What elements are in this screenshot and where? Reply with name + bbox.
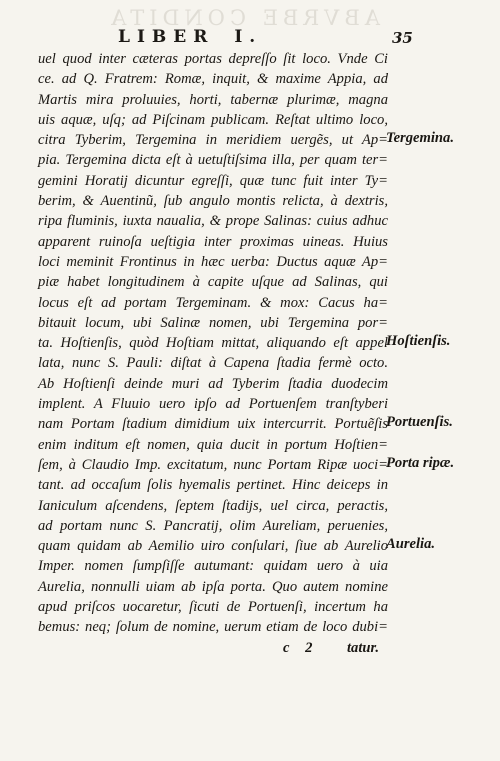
text-line: nam Portam ſtadium dimidium uix intercurrit. Portuẽſis [38,416,388,433]
text-line: tant. ad occaſum ſolis hyemalis pertinet. Hinc deiceps in [38,477,388,494]
page-header [0,27,500,49]
book-number: I. [234,27,263,47]
marginal-note: Porta ripæ. [386,455,455,471]
running-title: LIBER I. [118,27,263,47]
marginal-note: Tergemina. [386,130,454,147]
text-line: piæ habet longitudinem à capite uſque ad Salinas, qui [38,274,388,291]
text-line: lata, nunc S. Pauli: diſtat à Capena ſtadia fermè octo. [38,355,388,372]
text-line: uel quod inter cæteras portas depreſſo ſit loco. Vnde Ci [38,51,388,67]
text-line: loci meminit Frontinus in hæc uerba: Ductus aquæ Ap= [38,253,388,270]
text-line: ta. Hoſtienſis, quòd Hoſtiam mittat, aliquando eſt appel [38,335,388,352]
signature-mark: c 2 [283,640,319,656]
text-line: ripa fluminis, iuxta naualia, & prope Salinas: cuius adhuc [38,213,388,230]
text-line: ad portam nunc S. Pancratij, olim Aureliam, peruenies, [38,517,388,534]
text-line: bemus: neq; ſolum de nomine, uerum etiam de loco dubi= [38,619,388,636]
text-line: ce. ad Q. Fratrem: Romæ, inquit, & maxime Appia, ad [38,71,388,88]
text-line: berim, & Auentinũ, ſub angulo montis relicta, à dextris, [38,193,388,210]
show-through-text: ABVRBE CONDITA [106,6,380,30]
folio-number: 35 [392,29,413,47]
text-line: gemini Horatij dicuntur egreſſi, quæ tunc fuit inter Ty= [38,172,388,189]
marginal-note: Aurelia. [386,536,436,553]
text-line: Martis mira proluuies, horti, tabernæ plurimæ, magna [38,91,388,108]
text-line: ſem, à Claudio Imp. excitatum, nunc Portam Ripæ uoci= [38,456,388,473]
text-line: citra Tyberim, Tergemina in meridiem uergẽs, ut Ap= [38,132,388,149]
text-line: Ianiculum aſcendens, ſeptem ſtadijs, uel circa, peractis, [38,497,388,514]
text-line: uis aquæ, uſq; ad Piſcinam publicam. Reſtat ultimo loco, [38,111,388,128]
text-line: Aurelia, nonnulli uiam ab ipſa porta. Quo autem nomine [38,578,388,595]
marginal-note: Hoſtienſis. [386,333,451,350]
text-line: pia. Tergemina dicta eſt à uetuſtiſsima illa, per quam ter= [38,152,388,169]
body-text [38,49,388,638]
text-line: apparent ruinoſa ueſtigia inter proximas uineas. Huius [38,233,388,250]
catchword: tatur. [347,640,380,656]
text-line: bitauit locum, ubi Salinæ nomen, ubi Tergemina por= [38,314,388,331]
text-line: apud priſcos uocaretur, ſicuti de Portuenſi, incertum ha [38,599,388,616]
text-line: Imper. nomen ſumpſiſſe autumant: quidam uero à uia [38,558,388,575]
text-line: Ab Hoſtienſi deinde muri ad Tyberim ſtadia duodecim [38,375,388,392]
text-line: implent. A Fluuio uero ipſo ad Portuenſem tranſtyberi [38,396,388,413]
text-line: enim inditum eſt nomen, quia ducit in portum Hoſtien= [38,436,388,453]
text-line: quam quidam ab Aemilio uiro conſulari, ſiue ab Aurelio [38,538,388,555]
text-line: locus eſt ad portam Tergeminam. & mox: Cacus ha= [38,294,388,311]
marginal-note: Portuenſis. [386,414,453,431]
